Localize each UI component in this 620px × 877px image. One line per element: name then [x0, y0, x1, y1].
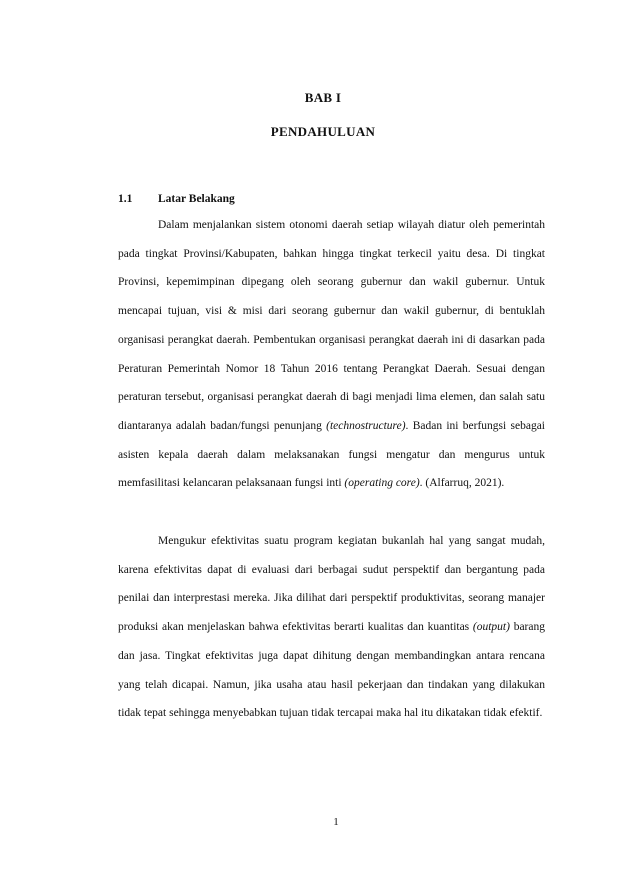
page-number: 1	[333, 816, 339, 828]
section-title: Latar Belakang	[158, 193, 235, 205]
paragraph-2	[118, 527, 545, 728]
paragraph-1-text-c: . (Alfarruq, 2021).	[419, 477, 505, 490]
paragraph-1-italic-b: (operating core)	[344, 477, 420, 490]
paragraph-1	[118, 211, 545, 498]
paragraph-1-text-a: Dalam menjalankan sistem otonomi daerah setiap wilayah diatur oleh pemerintah pada tingkat Provinsi/Kabupaten, bahkan hingga tingkat terkecil yaitu desa. Di tingkat Provinsi, kepemimpinan dipegang oleh seorang gubernur dan wakil gubernur. Untuk mencapai tujuan, visi & misi dari seorang gubernur dan wakil gubernur, di bentuklah organisasi perangkat daerah. Pembentukan organisasi perangkat daerah ini di dasarkan pada Peraturan Pemerintah Nomor 18 Tahun 2016 tentang Perangkat Daerah. Sesuai dengan peraturan tersebut, organisasi perangkat daerah di bagi menjadi lima elemen, dan salah satu diantaranya adalah badan/fungsi penunjang	[118, 219, 545, 432]
chapter-number: BAB I	[304, 90, 342, 105]
paragraph-1-text-b: . Badan ini berfungsi sebagai asisten kepala daerah dalam melaksanakan fungsi mengatur dan mengurus untuk memfasilitasi kelancaran pelaksanaan fungsi inti	[118, 419, 545, 490]
section-heading	[118, 193, 235, 205]
paragraph-2-italic-a: (output)	[472, 621, 510, 634]
chapter-title: PENDAHULUAN	[270, 124, 376, 139]
paragraph-2-text-a: Mengukur efektivitas suatu program kegiatan bukanlah hal yang sangat mudah, karena efektivitas dapat di evaluasi dari berbagai sudut perspektif dan bergantung pada penilai dan interprestasi mereka. Jika dilihat dari perspektif produktivitas, seorang manajer produksi akan menjelaskan bahwa efektivitas berarti kualitas dan kuantitas	[118, 535, 545, 634]
section-number: 1.1	[118, 193, 133, 205]
paragraph-2-text-b: barang dan jasa. Tingkat efektivitas juga dapat dihitung dengan membandingkan antara rencana yang telah dicapai. Namun, jika usaha atau hasil pekerjaan dan tindakan yang dilakukan tidak tepat sehingga menyebabkan tujuan tidak tercapai maka hal itu dikatakan tidak efektif.	[118, 621, 545, 720]
paragraph-1-italic-a: (technostructure)	[326, 419, 406, 432]
